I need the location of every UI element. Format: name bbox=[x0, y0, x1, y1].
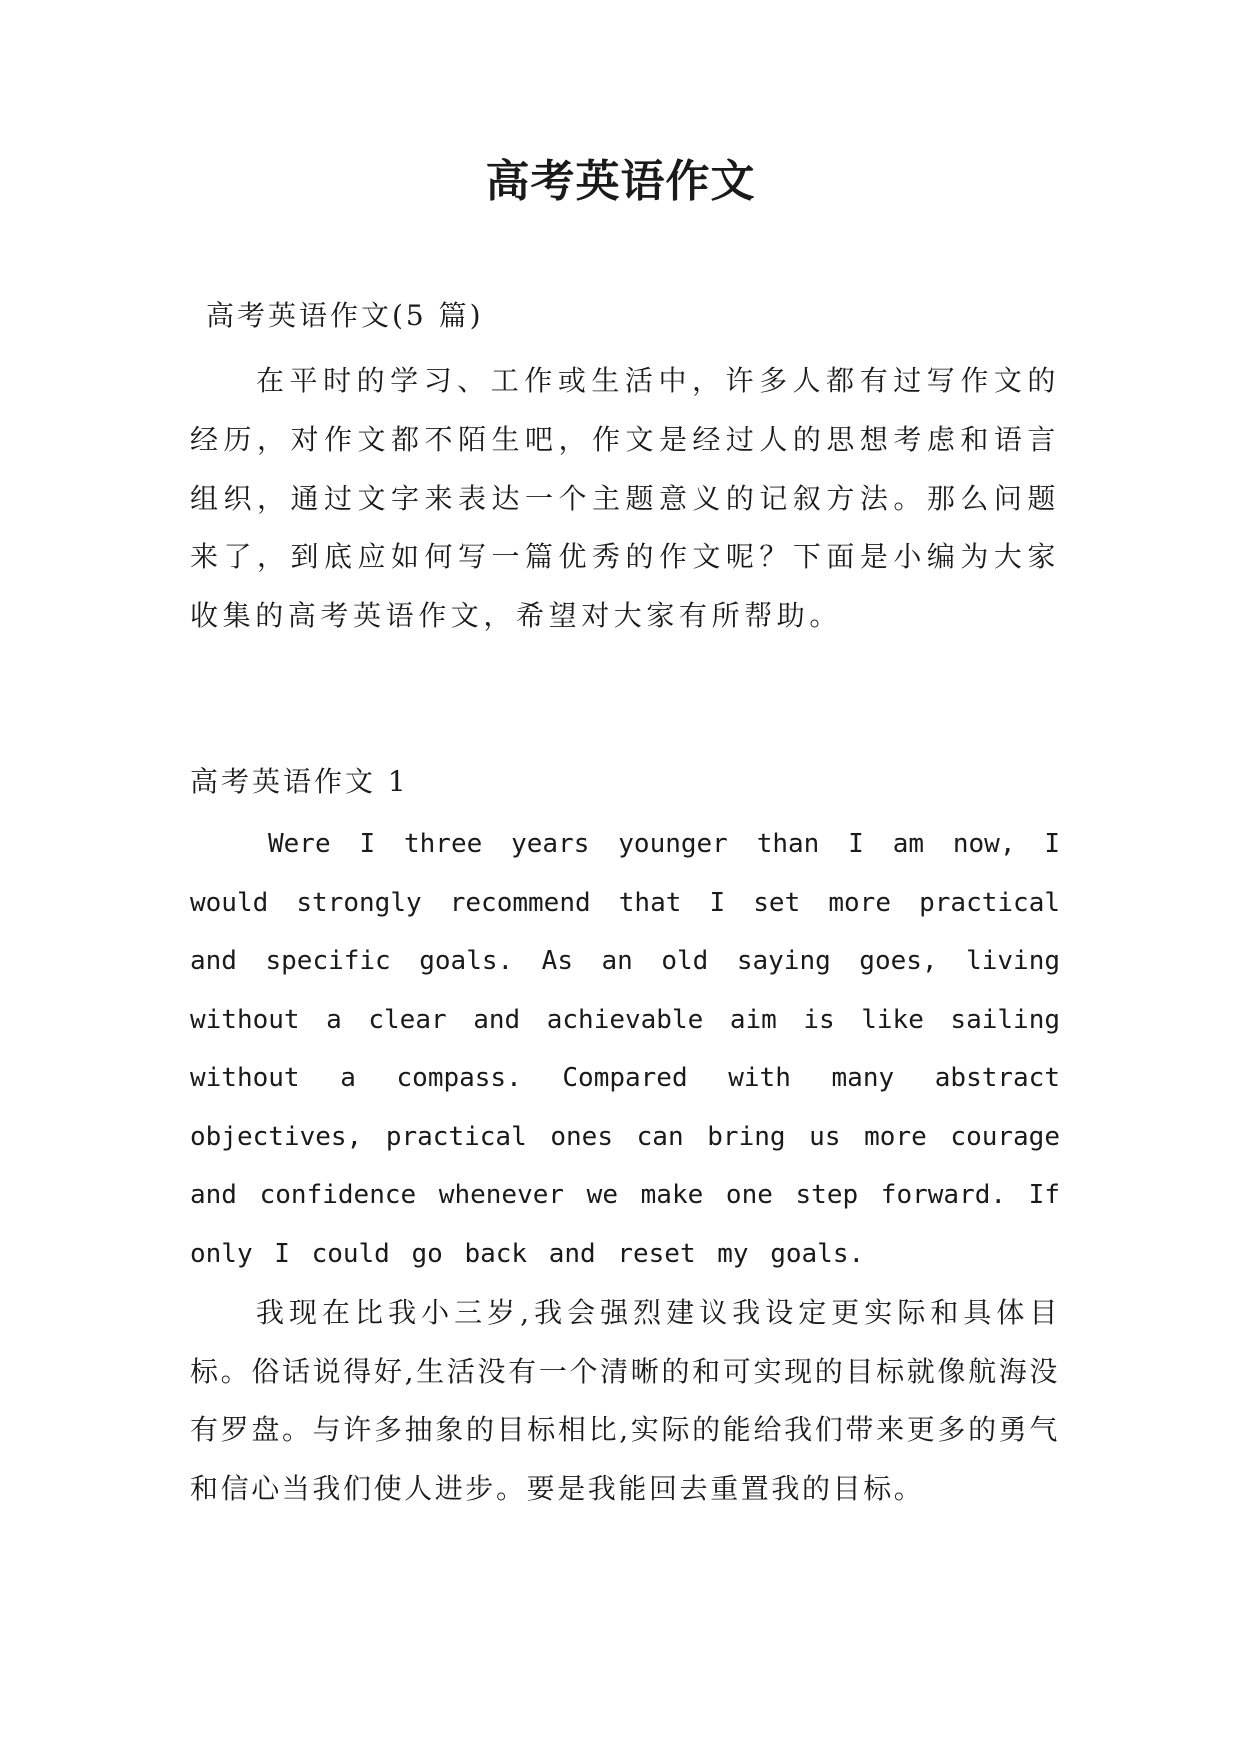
intro-paragraph: 在平时的学习、工作或生活中，许多人都有过写作文的经历，对作文都不陌生吧，作文是经过人的思想考虑和语言组织，通过文字来表达一个主题意义的记叙方法。那么问题来了，到底应如何写一篇优秀的作文呢？下面是小编为大家收集的高考英语作文，希望对大家有所帮助。 bbox=[190, 364, 1060, 633]
section-heading: 高考英语作文 1 bbox=[190, 765, 409, 798]
chinese-translation-paragraph: 我现在比我小三岁,我会强烈建议我设定更实际和具体目标。俗话说得好,生活没有一个清晰的和可实现的目标就像航海没有罗盘。与许多抽象的目标相比,实际的能给我们带来更多的勇气和信心当我们使人进步。要是我能回去重置我的目标。 bbox=[190, 1296, 1060, 1505]
document-title: 高考英语作文 bbox=[485, 156, 756, 207]
english-essay-paragraph: Were I three years younger than I am now, I would strongly recommend that I set more practical and specific goals. As an old saying goes, living without a clear and achievable aim is like sailing without a compass. Compared with many abstract objectives, practical ones can bring us more courage and confidence whenever we make one step forward. If only I could go back and reset my goals. bbox=[190, 829, 1060, 1269]
document-subtitle: 高考英语作文(5 篇) bbox=[206, 299, 484, 332]
